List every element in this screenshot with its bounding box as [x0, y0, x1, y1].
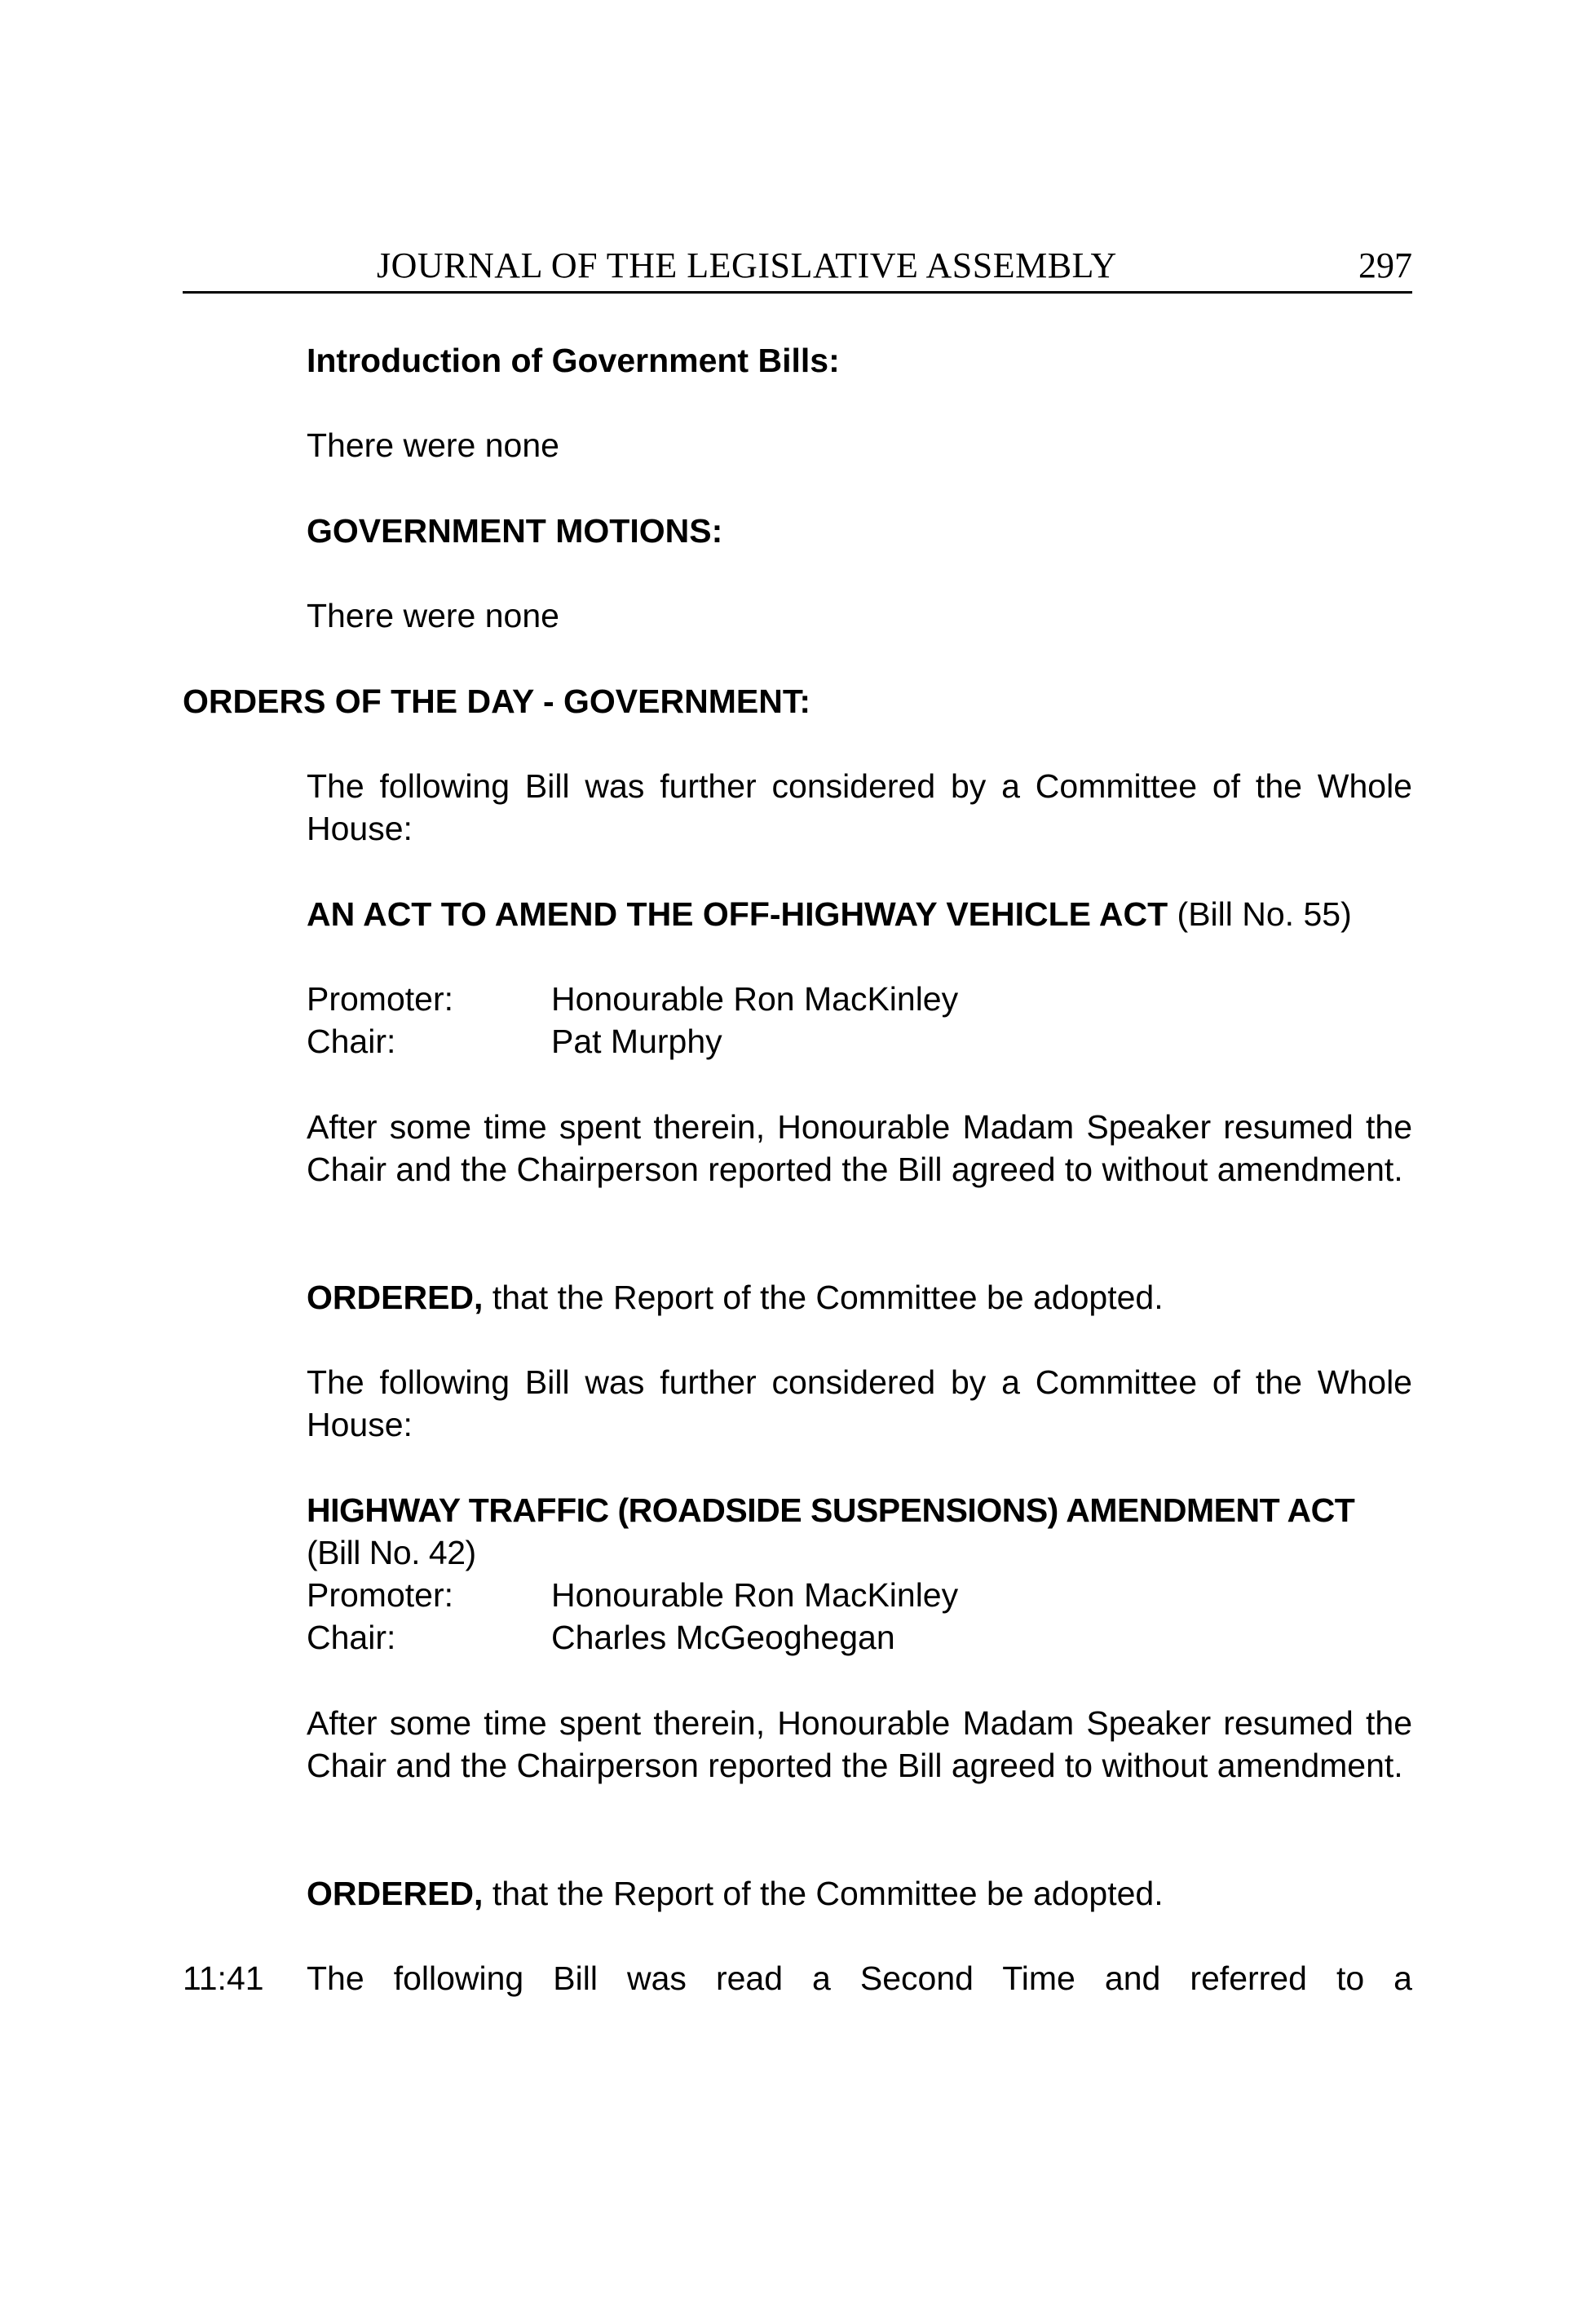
page-header — [183, 243, 1412, 294]
bill1-title-line — [307, 893, 1412, 935]
page-number: 297 — [1358, 245, 1412, 285]
bill1-promoter-label: Promoter: — [307, 980, 453, 1018]
bill2-intro: The following Bill was further considered by a Committee of the Whole House: — [307, 1363, 1412, 1443]
bill2-promoter-label: Promoter: — [307, 1576, 453, 1614]
bill2-ordered — [307, 1872, 1412, 1915]
journal-title: JOURNAL OF THE LEGISLATIVE ASSEMBLY — [377, 245, 1117, 285]
bill2-chair: Charles McGeoghegan — [551, 1619, 895, 1656]
bill2-chair-label: Chair: — [307, 1619, 396, 1656]
intro-bills-heading: Introduction of Government Bills: — [307, 342, 840, 379]
bill1-chair-label: Chair: — [307, 1023, 396, 1060]
bill1-chair: Pat Murphy — [551, 1023, 722, 1060]
bill1-intro: The following Bill was further considered by a Committee of the Whole House: — [307, 767, 1412, 847]
orders-heading: ORDERS OF THE DAY - GOVERNMENT: — [183, 683, 810, 720]
gov-motions-text: There were none — [307, 597, 559, 634]
bill2-ref: (Bill No. 42) — [307, 1534, 476, 1571]
bill1-ordered — [307, 1276, 1412, 1319]
bill2-title: HIGHWAY TRAFFIC (ROADSIDE SUSPENSIONS) AMENDMENT ACT — [307, 1491, 1355, 1529]
bill1-title: AN ACT TO AMEND THE OFF-HIGHWAY VEHICLE ACT — [307, 895, 1168, 933]
bill1-ref: (Bill No. 55) — [1168, 895, 1352, 933]
bill2-report: After some time spent therein, Honourable Madam Speaker resumed the Chair and the Chairperson reported the Bill agreed to without amendment. — [307, 1704, 1412, 1784]
intro-bills-text: There were none — [307, 426, 559, 464]
bill1-promoter: Honourable Ron MacKinley — [551, 980, 959, 1018]
bill1-ordered-text: that the Report of the Committee be adopted. — [483, 1279, 1164, 1316]
bill2-title-line — [307, 1489, 1412, 1574]
bill2-promoter: Honourable Ron MacKinley — [551, 1576, 959, 1614]
bill1-ordered-label: ORDERED, — [307, 1279, 484, 1316]
gov-motions-heading: GOVERNMENT MOTIONS: — [307, 512, 723, 550]
bill2-ordered-text: that the Report of the Committee be adopted. — [483, 1875, 1164, 1912]
bill1-report: After some time spent therein, Honourable Madam Speaker resumed the Chair and the Chairperson reported the Bill agreed to without amendment. — [307, 1108, 1412, 1188]
second-reading-time: 11:41 — [183, 1959, 264, 1997]
bill2-ordered-label: ORDERED, — [307, 1875, 484, 1912]
second-reading-text: The following Bill was read a Second Time and referred to a — [307, 1959, 1412, 1997]
